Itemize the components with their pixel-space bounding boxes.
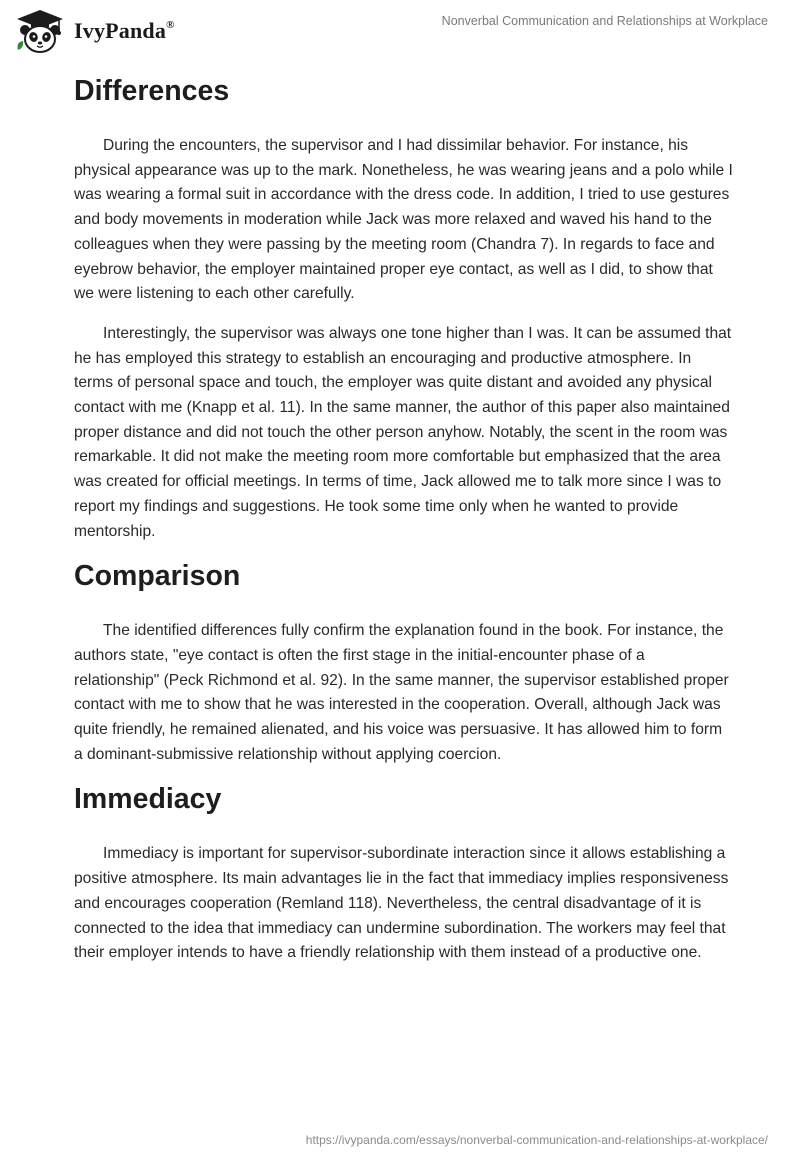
paragraph-comparison-1: The identified differences fully confirm the explanation found in the book. For instance, the authors state, "eye contact is often the first stage in the initial-encounter phase of a relationship" (Peck Richmond et al. 92). In the same manner, the supervisor established proper contact with me to show that he was interested in the cooperation. Overall, although Jack was quite friendly, he remained alienated, and his voice was persuasive. It has allowed him to form a dominant-submissive relationship without applying coercion.: [74, 622, 729, 763]
registered-mark: ®: [166, 18, 175, 31]
heading-differences: Differences: [74, 75, 230, 107]
logo-wordmark: IvyPanda: [74, 18, 167, 43]
paragraph-differences-2: Interestingly, the supervisor was always one tone higher than I was. It can be assumed that he has employed this strategy to establish an encouraging and productive atmosphere. In terms of personal space and touch, the employer was quite distant and avoided any physical contact with me (Knapp et al. 11). In the same manner, the author of this paper also maintained proper distance and did not touch the other person anyhow. Notably, the scent in the room was remarkable. It did not make the meeting room more comfortable but emphasized that the area was created for official meetings. In terms of time, Jack allowed me to talk more since I was to report my findings and suggestions. He took some time only when he wanted to provide mentorship.: [74, 324, 732, 540]
page-header: [0, 0, 800, 60]
source-url[interactable]: https://ivypanda.com/essays/nonverbal-communication-and-relationships-at-workplace/: [305, 1133, 768, 1147]
logo-text: [74, 18, 175, 44]
paragraph-differences-1: During the encounters, the supervisor and I had dissimilar behavior. For instance, his physical appearance was up to the mark. Nonetheless, he was wearing jeans and a polo while I was wearing a formal suit in accordance with the dress code. In addition, I tried to use gestures and body movements in moderation while Jack was more relaxed and waved his hand to the colleagues when they were passing by the meeting room (Chandra 7). In regards to face and eyebrow behavior, the employer maintained proper eye contact, as well as I did, to show that we were listening to each other carefully.: [74, 137, 733, 303]
document-title: Nonverbal Communication and Relationships at Workplace: [441, 14, 768, 28]
panda-graduation-cap-icon: [14, 8, 66, 54]
heading-immediacy: Immediacy: [74, 783, 222, 816]
essay-content: [74, 70, 734, 966]
paragraph-immediacy-1: Immediacy is important for supervisor-subordinate interaction since it allows establishing a positive atmosphere. Its main advantages lie in the fact that immediacy implies responsiveness and encourages cooperation (Remland 118). Nevertheless, the central disadvantage of it is connected to the idea that immediacy can undermine subordination. The workers may feel that their employer intends to have a friendly relationship with them instead of a productive one.: [74, 845, 729, 962]
heading-comparison: Comparison: [74, 560, 241, 593]
ivypanda-logo[interactable]: [14, 8, 175, 54]
